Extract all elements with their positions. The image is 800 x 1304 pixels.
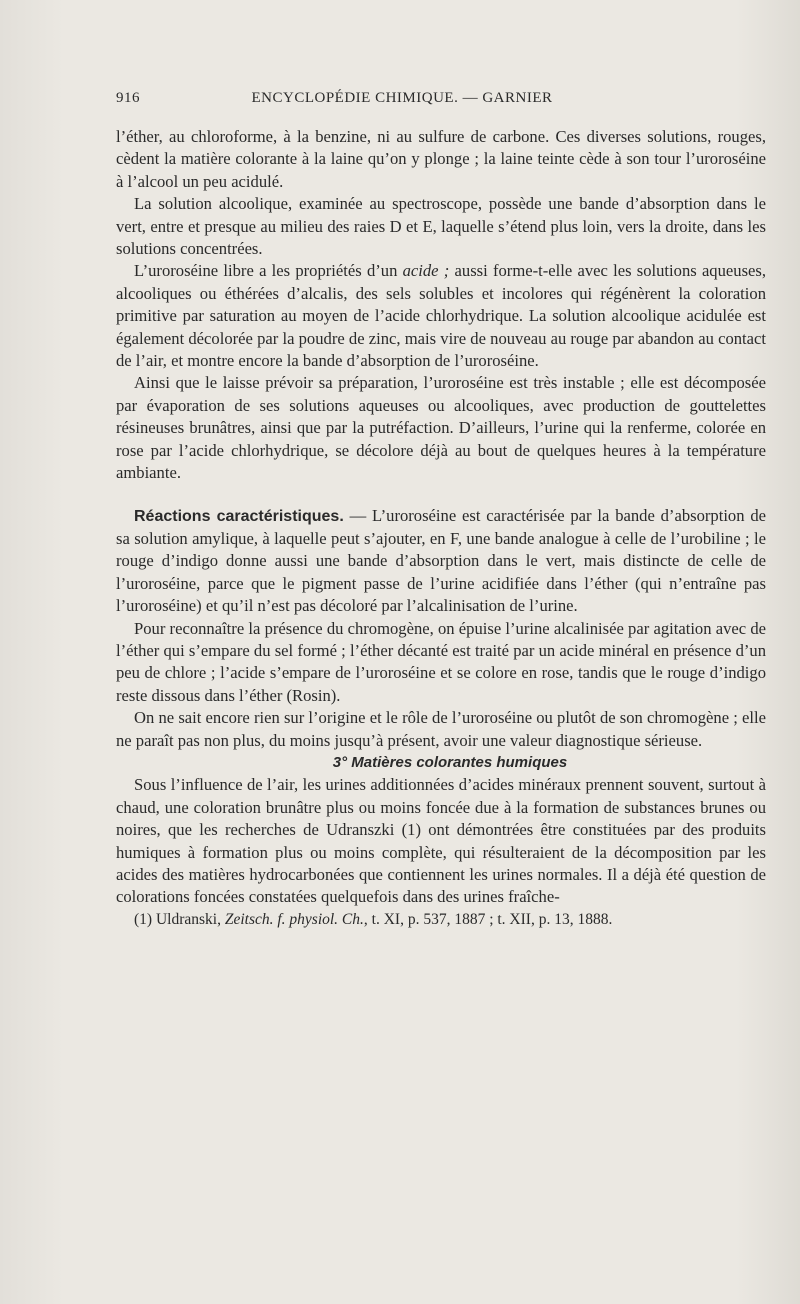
footnote-journal: Zeitsch. f. physiol. Ch. xyxy=(224,910,364,928)
section-text: — L’uroroséine est caractérisée par la bande d’absorption de sa solution amylique, à laquelle peut s’ajouter, en F, une bande analogue à celle de l’urobiline ; le rouge d’indigo donne aussi une bande d’absorption dans le vert, mais distincte de celle de l’uroroséine, parce que le pigment passe de l’urine acidifiée dans l’éther (qui n’entraîne pas l’uroroséine) et qu’il n’est pas décoloré par l’alcalinisation de l’urine. xyxy=(116,505,767,616)
section-heading: Réactions caractéristiques. xyxy=(134,507,344,525)
paragraph-3 xyxy=(116,260,766,372)
paragraph-2: La solution alcoolique, examinée au spectroscope, possède une bande d’absorption dans le vert, entre et presque au milieu des raies D et E, laquelle s’étend plus loin, vers la droite, dans les solutions concentrées. xyxy=(116,194,766,259)
body-text xyxy=(116,126,766,931)
paragraph-7: On ne sait encore rien sur l’origine et le rôle de l’uroroséine ou plutôt de son chromogène ; elle ne paraît pas non plus, du moins jusqu’à présent, avoir une valeur diagnostique sérieuse. xyxy=(116,708,766,750)
footnote-start: (1) Uldranski, xyxy=(134,910,225,928)
subsection-title: 3° Matières colorantes humiques xyxy=(332,753,568,771)
footnote-rest: , t. XI, p. 537, 1887 ; t. XII, p. 13, 1888. xyxy=(363,910,613,928)
paragraph-1: l’éther, au chloroforme, à la benzine, ni au sulfure de carbone. Ces diverses solutions, rouges, cèdent la matière colorante à la laine qu’on y plonge ; la laine teinte cède à son tour l’uroroséine à l’alcool un peu acidulé. xyxy=(116,127,766,191)
paragraph-3-emphasis: acide ; xyxy=(402,261,450,281)
paragraph-3-rest: aussi forme-t-elle avec les solutions aqueuses, alcooliques ou éthérées d’alcalis, des sels solubles et incolores qui régénèrent la coloration primitive par saturation au moyen de l’acide chlorhydrique. La solution alcoolique acidulée est également décolorée par la poudre de zinc, mais vire de nouveau au rouge par abandon au contact de l’air, et montre encore la bande d’absorption de l’uroroséine. xyxy=(116,261,766,371)
running-title: ENCYCLOPÉDIE CHIMIQUE. — GARNIER xyxy=(251,90,553,106)
section-paragraph xyxy=(116,505,766,618)
paragraph-3-start: L’uroroséine libre a les propriétés d’un xyxy=(134,261,403,281)
paragraph-4: Ainsi que le laisse prévoir sa préparation, l’uroroséine est très instable ; elle est décomposée par évaporation de ses solutions aqueuses ou alcooliques, avec production de gouttelettes résineuses brunâtres, ainsi que par la putréfaction. D’ailleurs, l’urine qui la renferme, colorée en rose par l’acide chlorhydrique, se décolore déjà au bout de quelques heures à la température ambiante. xyxy=(116,373,766,483)
footnote xyxy=(116,909,766,931)
page-number: 916 xyxy=(116,90,140,106)
paragraph-6: Pour reconnaître la présence du chromogène, on épuise l’urine alcalinisée par agitation avec de l’éther qui s’empare du sel formé ; l’éther décanté est traité par un acide minéral en présence d’un peu de chlore ; l’acide s’empare de l’uroroséine et se colore en rose, tandis que le rouge d’indigo reste dissous dans l’éther (Rosin). xyxy=(116,618,766,705)
paragraph-8: Sous l’influence de l’air, les urines additionnées d’acides minéraux prennent souvent, surtout à chaud, une coloration brunâtre plus ou moins foncée due à la formation de substances brunes ou noires, que les recherches de Udranszki (1) ont démontrées être constituées par des produits humiques à formation plus ou moins complète, qui résulteraient de la décomposition par les acides des matières hydrocarbonées que contiennent les urines normales. Il a déjà été question de colorations foncées constatées quelquefois dans des urines fraîche- xyxy=(116,775,766,907)
